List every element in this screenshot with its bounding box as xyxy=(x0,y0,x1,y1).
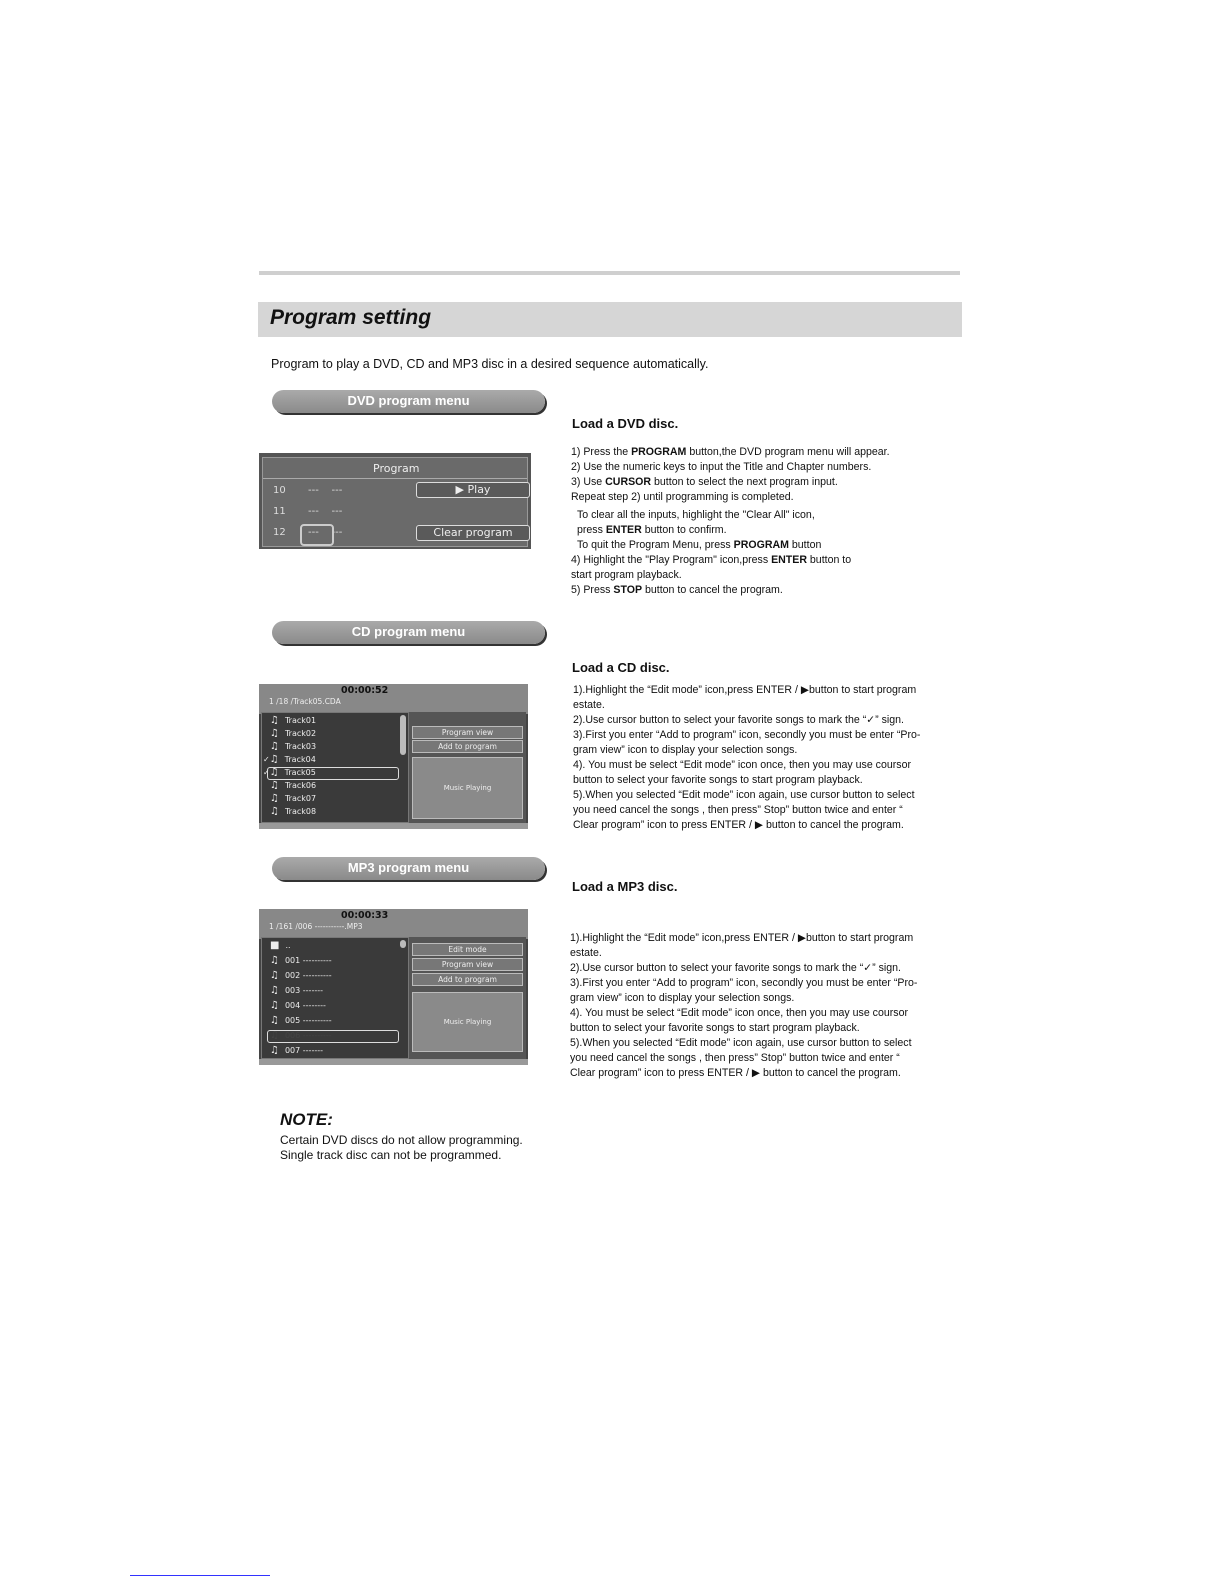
dvd-step: 3) Use CURSOR button to select the next program input. xyxy=(571,476,838,488)
cd-step: gram view” icon to display your selection songs. xyxy=(573,744,798,756)
mp3-heading: Load a MP3 disc. xyxy=(572,879,678,894)
list-item[interactable]: ♫ Track06 xyxy=(270,780,317,791)
top-rule xyxy=(259,271,960,275)
mp3-step: Clear program” icon to press ENTER / ▶ button to cancel the program. xyxy=(570,1067,901,1079)
cd-step: estate. xyxy=(573,699,605,711)
mp3-program-screenshot xyxy=(259,909,528,1065)
list-item[interactable]: ♫ Track03 xyxy=(270,741,317,752)
music-note-icon: ♫ xyxy=(270,1000,279,1011)
dvd-step: press ENTER button to confirm. xyxy=(577,524,727,536)
list-item[interactable]: ♫ 007 ------- xyxy=(270,1045,323,1056)
section-title-bar xyxy=(258,302,962,337)
list-item[interactable]: ♫ Track08 xyxy=(270,806,317,817)
music-note-icon: ♫ xyxy=(270,970,279,981)
cd-step: 1).Highlight the “Edit mode” icon,press ENTER / ▶button to start program xyxy=(573,684,917,696)
cd-step: 4). You must be select “Edit mode” icon once, then you may use coursor xyxy=(573,759,912,771)
mp3-music-playing: Music Playing xyxy=(412,992,523,1052)
dvd-step: 5) Press STOP button to cancel the program. xyxy=(571,584,783,596)
music-note-icon: ♫ xyxy=(270,793,279,804)
footer-underline xyxy=(130,1575,270,1576)
page-title: Program setting xyxy=(270,306,432,329)
music-note-icon: ♫ xyxy=(270,1030,279,1041)
music-note-icon: ♫ xyxy=(270,1045,279,1056)
mp3-steps xyxy=(570,931,917,1081)
mp3-step: button to select your favorite songs to start program playback. xyxy=(570,1022,860,1034)
mp3-step: 3).First you enter “Add to program” icon, secondly you must be enter “Pro- xyxy=(570,977,918,989)
dvd-step: To clear all the inputs, highlight the "Clear All" icon, xyxy=(577,509,815,521)
dvd-step: 2) Use the numeric keys to input the Title and Chapter numbers. xyxy=(571,461,872,473)
music-note-icon: ♫ xyxy=(269,767,279,778)
note-title: NOTE: xyxy=(280,1110,333,1129)
list-item[interactable]: ♫ Track07 xyxy=(270,793,317,804)
music-note-icon: ♫ xyxy=(270,1015,279,1026)
cd-music-playing: Music Playing xyxy=(412,757,523,819)
mp3-step: 4). You must be select “Edit mode” icon once, then you may use coursor xyxy=(570,1007,909,1019)
mp3-add-to-program-button[interactable]: Add to program xyxy=(412,973,523,986)
check-icon: ✓ xyxy=(263,755,270,764)
check-icon: ✓ xyxy=(263,768,270,777)
list-item[interactable]: ♫ Track02 xyxy=(270,728,317,739)
cd-steps xyxy=(573,683,920,833)
list-item[interactable]: ♫ 003 ------- xyxy=(270,985,323,996)
dvd-selection-box xyxy=(300,524,334,546)
dvd-row: 10 --- --- xyxy=(273,485,343,496)
dvd-clear-program-button[interactable]: Clear program xyxy=(416,525,530,541)
cd-time: 00:00:52 xyxy=(341,685,389,696)
note-line: Certain DVD discs do not allow programming. xyxy=(280,1133,523,1147)
mp3-program-menu-label: MP3 program menu xyxy=(272,857,545,880)
cd-path: 1 /18 /Track05.CDA xyxy=(269,697,341,706)
list-item[interactable]: ♫ 001 ---------- xyxy=(270,955,332,966)
cd-program-view-button[interactable]: Program view xyxy=(412,726,523,739)
music-note-icon: ♫ xyxy=(270,741,279,752)
dvd-heading: Load a DVD disc. xyxy=(572,416,679,431)
play-icon: ▶ xyxy=(455,483,464,496)
cd-step: Clear program” icon to press ENTER / ▶ button to cancel the program. xyxy=(573,819,904,831)
mp3-step: 5).When you selected “Edit mode” icon again, use cursor button to select xyxy=(570,1037,912,1049)
list-item[interactable]: ✓♫ Track04 xyxy=(263,754,316,765)
mp3-step: 1).Highlight the “Edit mode” icon,press ENTER / ▶button to start program xyxy=(570,932,914,944)
dvd-steps xyxy=(571,445,890,598)
dvd-screen-title: Program xyxy=(373,462,420,475)
dvd-row: 11 --- --- xyxy=(273,506,343,517)
list-item[interactable]: ♫ 002 ---------- xyxy=(270,970,332,981)
cd-heading: Load a CD disc. xyxy=(572,660,670,675)
intro-text: Program to play a DVD, CD and MP3 disc in a desired sequence automatically. xyxy=(271,357,709,371)
music-note-icon: ♫ xyxy=(270,728,279,739)
mp3-time: 00:00:33 xyxy=(341,910,389,921)
mp3-path: 1 /161 /006 -----------.MP3 xyxy=(269,922,363,931)
mp3-track-list xyxy=(261,937,409,1059)
mp3-program-view-button[interactable]: Program view xyxy=(412,958,523,971)
cd-step: you need cancel the songs , then press” Stop” button twice and enter “ xyxy=(573,804,903,816)
mp3-step: estate. xyxy=(570,947,602,959)
cd-track-list xyxy=(261,712,409,823)
dvd-step: 4) Highlight the "Play Program" icon,press ENTER button to xyxy=(571,554,852,566)
music-note-icon: ♫ xyxy=(270,715,279,726)
list-item[interactable]: ✓♫ Track05 xyxy=(263,767,316,778)
mp3-side-panel xyxy=(409,937,526,1059)
mp3-track-highlight xyxy=(267,1030,399,1043)
mp3-step: you need cancel the songs , then press” Stop” button twice and enter “ xyxy=(570,1052,900,1064)
note-line: Single track disc can not be programmed. xyxy=(280,1148,502,1162)
music-note-icon: ♫ xyxy=(270,780,279,791)
dvd-row: 12 --- --- xyxy=(273,527,343,538)
list-item[interactable]: ♫ 005 ---------- xyxy=(270,1015,332,1026)
music-note-icon: ♫ xyxy=(269,754,279,765)
dvd-step: To quit the Program Menu, press PROGRAM button xyxy=(577,539,822,551)
cd-add-to-program-button[interactable]: Add to program xyxy=(412,740,523,753)
dvd-play-button[interactable]: ▶ Play xyxy=(416,482,530,498)
dvd-program-menu-label: DVD program menu xyxy=(272,390,545,413)
cd-step: 2).Use cursor button to select your favorite songs to mark the “✓” sign. xyxy=(573,714,904,726)
mp3-step: gram view” icon to display your selection songs. xyxy=(570,992,795,1004)
cd-track-highlight xyxy=(267,767,399,780)
list-item[interactable]: ♫ 006 ---------- xyxy=(270,1030,332,1041)
cd-side-panel xyxy=(409,712,526,823)
music-note-icon: ♫ xyxy=(270,955,279,966)
mp3-step: 2).Use cursor button to select your favorite songs to mark the “✓” sign. xyxy=(570,962,901,974)
folder-icon: ■ xyxy=(270,940,280,951)
cd-program-screenshot xyxy=(259,684,528,829)
dvd-step: Repeat step 2) until programming is completed. xyxy=(571,491,794,503)
cd-step: 5).When you selected “Edit mode” icon again, use cursor button to select xyxy=(573,789,915,801)
list-item[interactable]: ♫ Track01 xyxy=(270,715,317,726)
dvd-step: start program playback. xyxy=(571,569,682,581)
music-note-icon: ♫ xyxy=(270,806,279,817)
dvd-program-screenshot xyxy=(259,453,531,549)
list-item[interactable]: ♫ 004 -------- xyxy=(270,1000,326,1011)
mp3-edit-mode-button[interactable]: Edit mode xyxy=(412,943,523,956)
music-note-icon: ♫ xyxy=(270,985,279,996)
cd-program-menu-label: CD program menu xyxy=(272,621,545,644)
cd-step: 3).First you enter “Add to program” icon, secondly you must be enter “Pro- xyxy=(573,729,921,741)
list-item[interactable]: ■ .. xyxy=(270,940,291,951)
cd-step: button to select your favorite songs to start program playback. xyxy=(573,774,863,786)
dvd-step: 1) Press the PROGRAM button,the DVD program menu will appear. xyxy=(571,446,890,458)
